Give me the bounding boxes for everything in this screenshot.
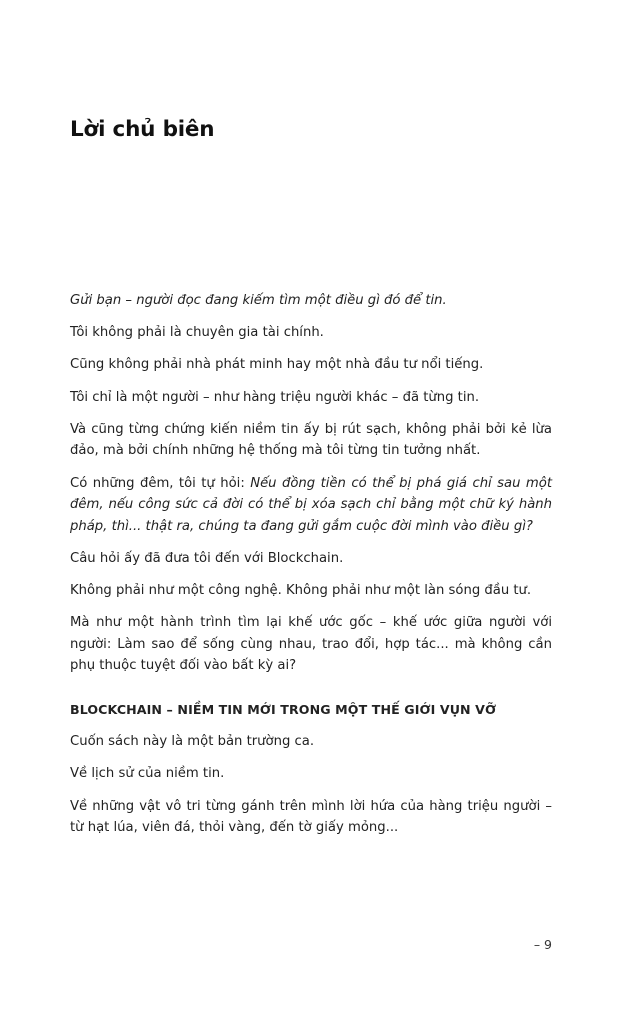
paragraph: Về lịch sử của niềm tin. <box>70 766 225 782</box>
section-heading: BLOCKCHAIN – NIỀM TIN MỚI TRONG MỘT THẾ GIỚI VỤN VỠ <box>70 702 497 718</box>
paragraph: Về những vật vô tri từng gánh trên mình lời hứa của hàng triệu người – từ hạt lúa, viên đá, thỏi vàng, đến tờ giấy mỏng... <box>70 798 552 836</box>
paragraph: Mà như một hành trình tìm lại khế ước gốc – khế ước giữa người với người: Làm sao để sống cùng nhau, trao đổi, hợp tác... mà không cần phụ thuộc tuyệt đối vào bất kỳ ai? <box>70 615 552 674</box>
paragraph: Câu hỏi ấy đã đưa tôi đến với Blockchain. <box>70 550 344 566</box>
body-text <box>70 290 552 849</box>
paragraph-question <box>70 473 552 538</box>
paragraph: Cũng không phải nhà phát minh hay một nhà đầu tư nổi tiếng. <box>70 357 484 373</box>
question-italic: Nếu đồng tiền có thể bị phá giá chỉ sau một đêm, nếu công sức cả đời có thể bị xóa sạch chỉ bằng một chữ ký hành pháp, thì... thật ra, chúng ta đang gửi gắm cuộc đời mình vào điều gì? <box>70 475 552 534</box>
paragraph: Cuốn sách này là một bản trường ca. <box>70 734 315 750</box>
page-number: – 9 <box>533 937 552 952</box>
paragraph: Không phải như một công nghệ. Không phải như một làn sóng đầu tư. <box>70 583 532 599</box>
paragraph: Tôi không phải là chuyên gia tài chính. <box>70 325 324 341</box>
paragraph: Tôi chỉ là một người – như hàng triệu người khác – đã từng tin. <box>70 389 480 405</box>
paragraph: Và cũng từng chứng kiến niềm tin ấy bị rút sạch, không phải bởi kẻ lừa đảo, mà bởi chính những hệ thống mà tôi từng tin tưởng nhất. <box>70 421 552 459</box>
question-lead: Có những đêm, tôi tự hỏi: <box>70 475 251 491</box>
paragraph-greeting: Gửi bạn – người đọc đang kiếm tìm một điều gì đó để tin. <box>70 293 447 308</box>
chapter-title: Lời chủ biên <box>70 117 215 142</box>
